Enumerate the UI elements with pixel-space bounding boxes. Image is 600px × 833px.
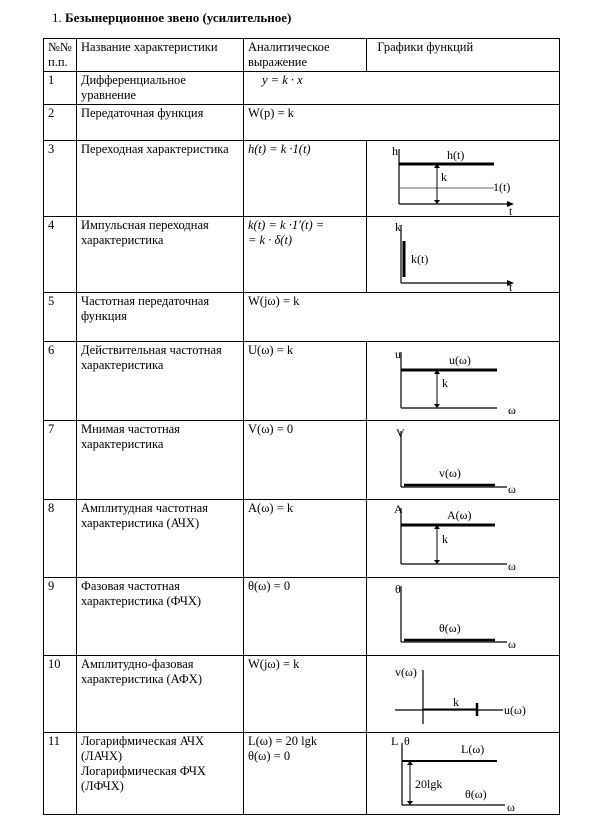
row-expr: V(ω) = 0 [244, 421, 367, 500]
table-row [44, 105, 560, 141]
graph-imaginary [367, 421, 548, 498]
row-num: 10 [44, 656, 77, 733]
graph-amplitude-phase [367, 656, 548, 731]
row-graph [367, 578, 560, 656]
section-title [52, 10, 291, 26]
row-graph [367, 421, 560, 500]
table-row [44, 733, 560, 815]
x-axis-label: ω [508, 559, 517, 573]
table-row [44, 421, 560, 500]
curve-label: L(ω) [461, 742, 485, 756]
row-name: Мнимая частотная характеристика [76, 421, 243, 500]
row-graph [367, 342, 560, 421]
table-row [44, 293, 560, 342]
row-expr: k(t) = k ·1′(t) = = k · δ(t) [244, 217, 367, 293]
row-num: 2 [44, 105, 77, 141]
row-num: 1 [44, 72, 77, 105]
row-num: 5 [44, 293, 77, 342]
table-row [44, 500, 560, 578]
section-heading: Безынерционное звено (усилительное) [65, 10, 292, 25]
y-axis-label: u [395, 347, 402, 361]
row-graph [367, 217, 560, 293]
graph-real [367, 342, 548, 419]
row-num: 7 [44, 421, 77, 500]
row-graph [367, 141, 560, 217]
y-axis-label: V [396, 426, 406, 440]
curve-label: A(ω) [447, 508, 472, 522]
row-name: Логарифмическая АЧХ (ЛАЧХ) Логарифмическая ФЧХ (ЛФЧХ) [76, 733, 243, 815]
row-expr: θ(ω) = 0 [244, 578, 367, 656]
y-axis-label: v(ω) [395, 665, 418, 679]
table-row [44, 72, 560, 105]
step-label: k [441, 170, 448, 184]
point-label: k [453, 695, 460, 709]
curve-label: u(ω) [449, 353, 472, 367]
x-axis-label: u(ω) [504, 703, 527, 717]
x-axis-label: ω [507, 800, 516, 813]
header-graph: Графики функций [367, 39, 560, 72]
curve-label: θ(ω) [439, 621, 462, 635]
graph-log [367, 733, 548, 813]
arrow-down-icon [434, 200, 440, 204]
curve-label: v(ω) [439, 466, 462, 480]
y-axis-label-l: L [391, 734, 399, 748]
table-row [44, 656, 560, 733]
row-name: Фазовая частотная характеристика (ФЧХ) [76, 578, 243, 656]
x-axis-label: ω [508, 403, 517, 417]
y-axis-label: θ [395, 582, 402, 596]
y-axis-label: h [392, 144, 399, 158]
header-expr: Аналитическое выражение [244, 39, 367, 72]
x-axis-label: ω [508, 637, 517, 651]
graph-impulse [367, 217, 548, 291]
row-name: Переходная характеристика [76, 141, 243, 217]
row-expr: L(ω) = 20 lgk θ(ω) = 0 [244, 733, 367, 815]
header-row [44, 39, 560, 72]
row-expr: W(jω) = k [244, 656, 367, 733]
row-expr: W(p) = k [244, 105, 560, 141]
row-expr: W(jω) = k [244, 293, 560, 342]
row-graph [367, 733, 560, 815]
row-name: Действительная частотная характеристика [76, 342, 243, 421]
curve-label: k(t) [411, 252, 429, 266]
row-expr: h(t) = k ·1(t) [244, 141, 367, 217]
x-axis-label: t [509, 204, 513, 215]
step-label: k [442, 532, 449, 546]
table-row [44, 217, 560, 293]
row-num: 4 [44, 217, 77, 293]
y-axis-label-theta: θ [404, 734, 411, 748]
table-row [44, 578, 560, 656]
curve-label: h(t) [447, 148, 465, 162]
y-axis-label: A [394, 502, 404, 516]
step-label: k [442, 376, 449, 390]
row-name: Амплитудно-фазовая характеристика (АФХ) [76, 656, 243, 733]
table-row [44, 342, 560, 421]
row-num: 11 [44, 733, 77, 815]
header-num: №№ п.п. [44, 39, 77, 72]
row-name: Передаточная функция [76, 105, 243, 141]
x-axis-label: t [509, 280, 513, 291]
row-graph [367, 500, 560, 578]
aux-label: 1(t) [493, 180, 511, 194]
row-name: Импульсная переходная характеристика [76, 217, 243, 293]
row-name: Амплитудная частотная характеристика (АЧХ) [76, 500, 243, 578]
characteristics-table [43, 38, 560, 815]
y-axis-label: k [395, 220, 402, 234]
arrow-down-icon [434, 404, 440, 408]
row-graph [367, 656, 560, 733]
section-number: 1. [52, 10, 62, 25]
x-axis-label: ω [508, 482, 517, 496]
row-num: 3 [44, 141, 77, 217]
graph-transient [367, 141, 548, 215]
row-num: 8 [44, 500, 77, 578]
row-expr: U(ω) = k [244, 342, 367, 421]
table-row [44, 141, 560, 217]
row-name: Дифференциальное уравнение [76, 72, 243, 105]
header-name: Название характеристики [76, 39, 243, 72]
row-expr: A(ω) = k [244, 500, 367, 578]
row-name: Частотная передаточная функция [76, 293, 243, 342]
row-num: 9 [44, 578, 77, 656]
row-num: 6 [44, 342, 77, 421]
graph-amplitude [367, 500, 548, 576]
step-label: 20lgk [415, 777, 443, 791]
graph-phase [367, 578, 548, 654]
row-expr: y = k · x [244, 72, 560, 105]
curve2-label: θ(ω) [465, 787, 488, 801]
